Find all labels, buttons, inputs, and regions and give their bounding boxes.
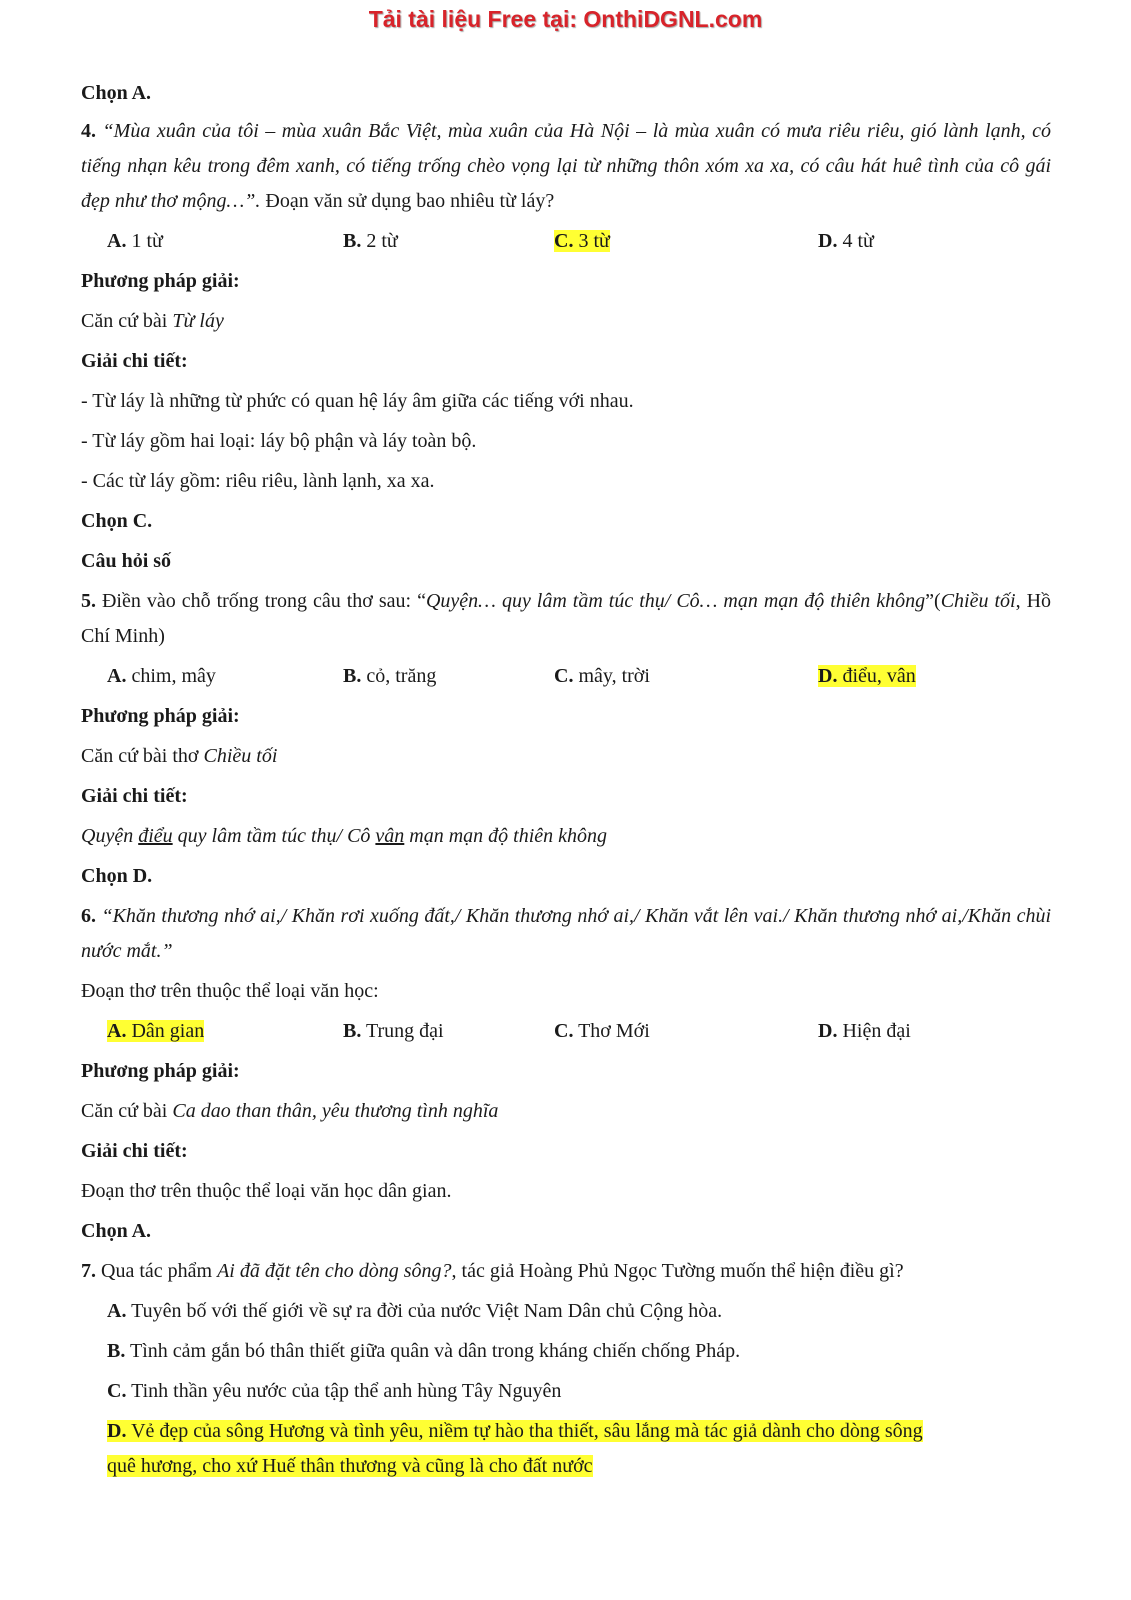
q7-question: 7. Qua tác phẩm Ai đã đặt tên cho dòng sông?, tác giả Hoàng Phủ Ngọc Tường muốn thể hiện điều gì? xyxy=(81,1260,904,1282)
q5-option-a: A. chim, mây xyxy=(107,665,216,687)
page-header[interactable]: Tải tài liệu Free tại: OnthiDGNL.com xyxy=(368,6,763,32)
q4-option-b: B. 2 từ xyxy=(343,230,398,252)
q5-detail-label: Giải chi tiết: xyxy=(81,785,188,807)
q4-method-label: Phương pháp giải: xyxy=(81,270,240,292)
q6-option-d: D. Hiện đại xyxy=(818,1020,911,1042)
q5-method: Căn cứ bài thơ Chiều tối xyxy=(81,745,278,767)
q4-detail-2: - Từ láy gồm hai loại: láy bộ phận và láy toàn bộ. xyxy=(81,430,477,452)
q6-method-label: Phương pháp giải: xyxy=(81,1060,240,1082)
q6-detail: Đoạn thơ trên thuộc thể loại văn học dân gian. xyxy=(81,1180,452,1202)
q4-option-d: D. 4 từ xyxy=(818,230,874,252)
q6-method: Căn cứ bài Ca dao than thân, yêu thương tình nghĩa xyxy=(81,1100,499,1122)
q7-option-d: D. Vẻ đẹp của sông Hương và tình yêu, niềm tự hào tha thiết, sâu lắng mà tác giả dành cho dòng sông xyxy=(107,1420,923,1442)
q5-method-label: Phương pháp giải: xyxy=(81,705,240,727)
q5-answer: Chọn D. xyxy=(81,865,153,887)
q6-option-a: A. Dân gian xyxy=(107,1020,205,1042)
q4-detail-1: - Từ láy là những từ phức có quan hệ láy âm giữa các tiếng với nhau. xyxy=(81,390,634,412)
q4-detail-label: Giải chi tiết: xyxy=(81,350,188,372)
q7-option-b: B. Tình cảm gắn bó thân thiết giữa quân và dân trong kháng chiến chống Pháp. xyxy=(107,1340,741,1362)
q7-option-a: A. Tuyên bố với thế giới về sự ra đời của nước Việt Nam Dân chủ Cộng hòa. xyxy=(107,1300,723,1322)
q5-option-c: C. mây, trời xyxy=(554,665,650,687)
q5-question: 5. Điền vào chỗ trống trong câu thơ sau: “Quyện… quy lâm tầm túc thụ/ Cô… mạn mạn độ thiên không”(Chiều tối, Hồ Chí Minh) xyxy=(81,590,1052,647)
section-label: Câu hỏi số xyxy=(81,550,172,572)
q5-option-d: D. điểu, vân xyxy=(818,665,916,687)
q7-option-c: C. Tinh thần yêu nước của tập thể anh hùng Tây Nguyên xyxy=(107,1380,562,1402)
q5-detail: Quyện điểu quy lâm tầm túc thụ/ Cô vân mạn mạn độ thiên không xyxy=(81,825,608,847)
q4-option-a: A. 1 từ xyxy=(107,230,163,252)
q3-answer: Chọn A. xyxy=(81,82,152,104)
q4-method: Căn cứ bài Từ láy xyxy=(81,310,224,332)
q7-option-d-cont: quê hương, cho xứ Huế thân thương và cũng là cho đất nước xyxy=(107,1455,593,1477)
q4-detail-3: - Các từ láy gồm: riêu riêu, lành lạnh, xa xa. xyxy=(81,470,435,492)
q6-detail-label: Giải chi tiết: xyxy=(81,1140,188,1162)
q4-answer: Chọn C. xyxy=(81,510,153,532)
q4-question: 4. “Mùa xuân của tôi – mùa xuân Bắc Việt, mùa xuân của Hà Nội – là mùa xuân có mưa riêu riêu, gió lành lạnh, có tiếng nhạn kêu trong đêm xanh, có tiếng trống chèo vọng lại từ những thôn xóm xa xa, có câu hát huê tình của cô gái đẹp như thơ mộng…”. Đoạn văn sử dụng bao nhiêu từ láy? xyxy=(81,120,1051,212)
q6-prompt: Đoạn thơ trên thuộc thể loại văn học: xyxy=(81,980,379,1002)
q6-question: 6. “Khăn thương nhớ ai,/ Khăn rơi xuống đất,/ Khăn thương nhớ ai,/ Khăn vắt lên vai./ Khăn thương nhớ ai,/Khăn chùi nước mắt.” xyxy=(81,905,1052,962)
q6-option-c: C. Thơ Mới xyxy=(554,1020,650,1042)
q4-option-c: C. 3 từ xyxy=(554,230,610,252)
q6-answer: Chọn A. xyxy=(81,1220,152,1242)
q5-option-b: B. cỏ, trăng xyxy=(343,665,437,687)
q6-option-b: B. Trung đại xyxy=(343,1020,444,1042)
